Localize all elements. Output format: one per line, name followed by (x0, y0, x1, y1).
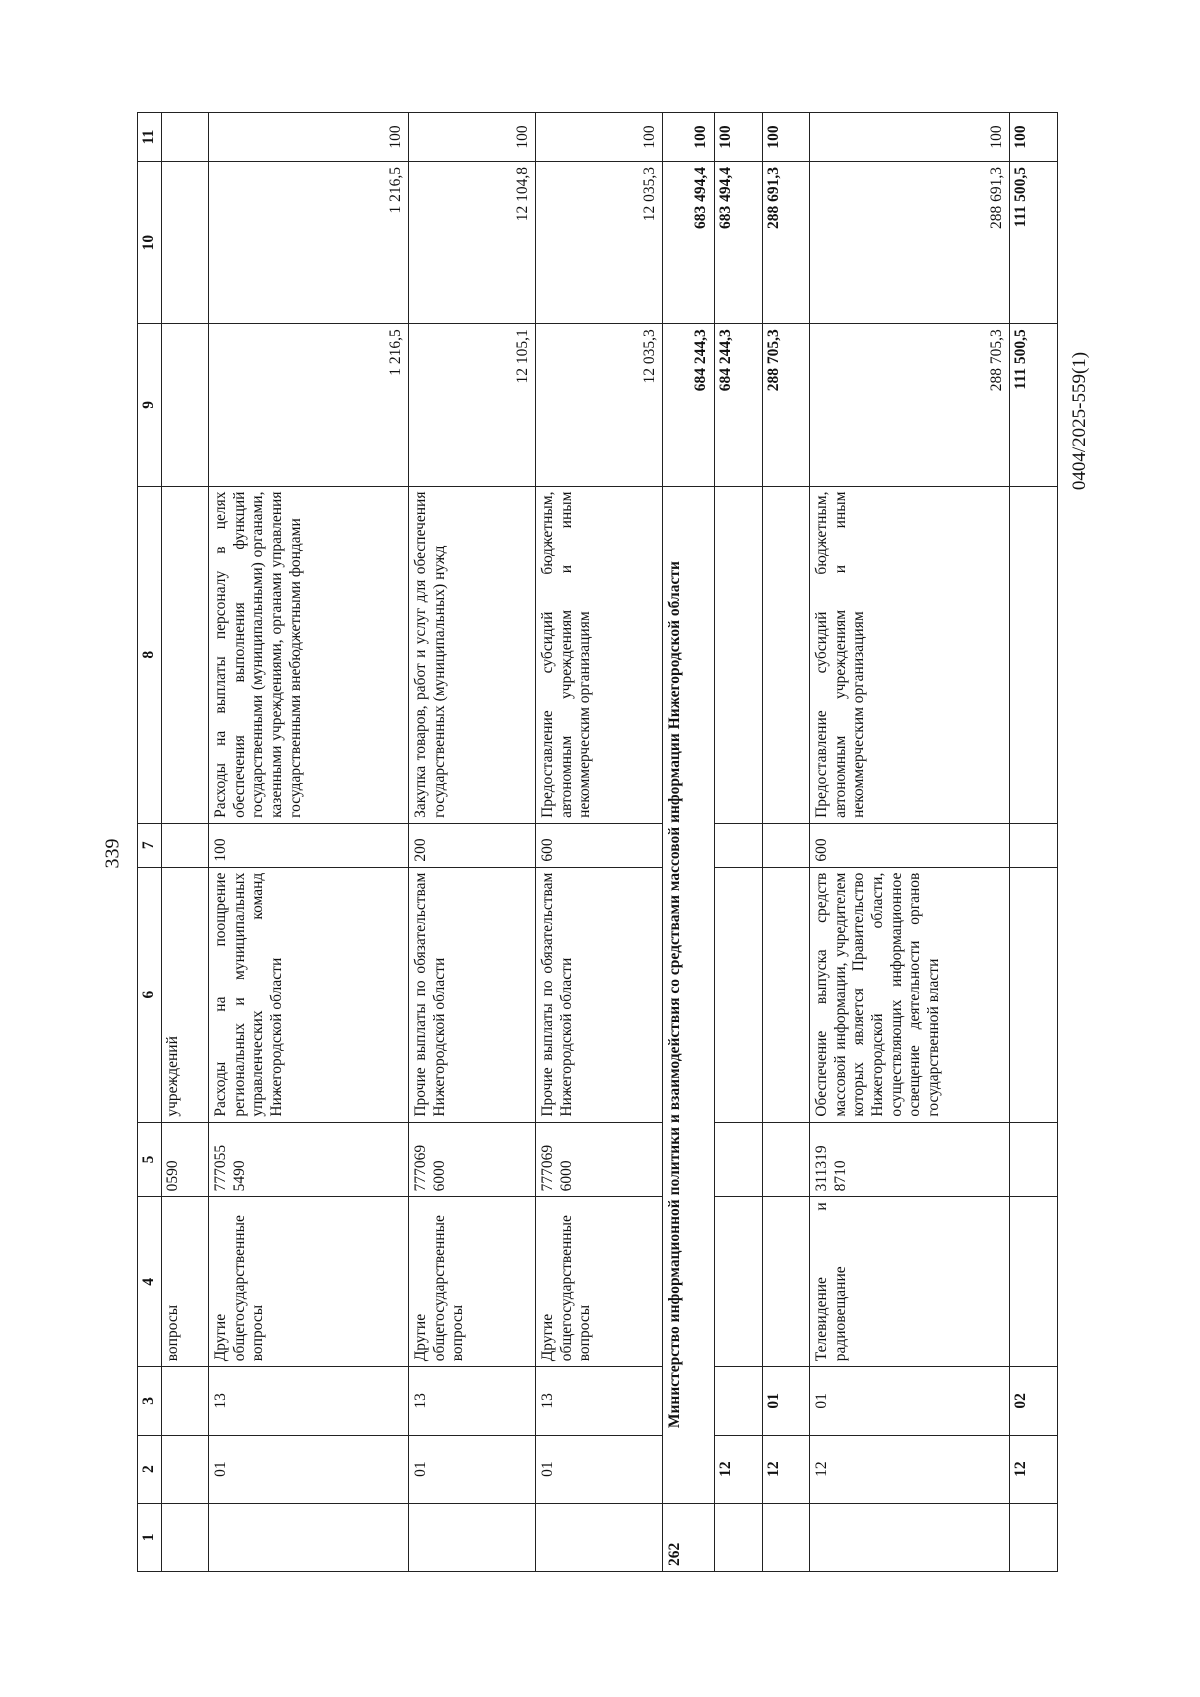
cell-section: 12 (762, 1435, 810, 1503)
cell-percent: 100 (1010, 113, 1058, 162)
cell-section-name: Телевидение и радиовещание (810, 1197, 1010, 1367)
empty-cell (1010, 867, 1058, 1122)
cell-plan: 111 500,5 (1010, 324, 1058, 486)
table-row (209, 113, 409, 1572)
table-row (161, 113, 209, 1572)
cell-target-name: Обеспечение выпуска средств массовой информации, учредителем которых является Правительство Нижегородской области, осуществляющих информационное освещение деятельности органов государственной власти (810, 867, 1010, 1122)
empty-cell (762, 823, 810, 867)
budget-table (137, 112, 1058, 1572)
cell-section: 01 (209, 1435, 409, 1503)
cell-plan: 1 216,5 (209, 324, 409, 486)
table-row (409, 113, 536, 1572)
cell-section-name: Другие общегосударственные вопросы (536, 1197, 663, 1367)
cell-percent: 100 (209, 113, 409, 162)
cell-expense-type: 100 (209, 823, 409, 867)
cell-expense-name: Предоставление субсидий бюджетным, автономным учреждениям и иным некоммерческим организациям (536, 486, 663, 823)
cell-target-code: 777069 6000 (536, 1122, 663, 1197)
page-number: 339 (101, 838, 124, 869)
column-header: 11 (138, 113, 162, 162)
cell-fact (161, 162, 209, 324)
cell-percent (161, 113, 209, 162)
empty-cell (714, 1197, 762, 1367)
header-row (138, 113, 162, 1572)
column-header: 3 (138, 1367, 162, 1435)
cell-plan: 288 705,3 (762, 324, 810, 486)
table-row (536, 113, 663, 1572)
cell-expense-type (161, 823, 209, 867)
cell-subsection (161, 1367, 209, 1435)
ministry-row (663, 113, 715, 1572)
cell-plan: 12 035,3 (536, 324, 663, 486)
cell-expense-name: Закупка товаров, работ и услуг для обеспечения государственных (муниципальных) нужд (409, 486, 536, 823)
rotated-table-wrapper (137, 112, 1058, 1572)
empty-cell (810, 1503, 1010, 1571)
cell-subsection: 13 (209, 1367, 409, 1435)
summary-row (762, 113, 810, 1572)
cell-target-name: Прочие выплаты по обязательствам Нижегородской области (409, 867, 536, 1122)
cell-percent: 100 (714, 113, 762, 162)
cell-subsection: 02 (1010, 1367, 1058, 1435)
cell-section: 01 (536, 1435, 663, 1503)
ministry-title: Министерство информационной политики и взаимодействия со средствами массовой информации Нижегородской области (663, 486, 715, 1503)
empty-cell (762, 1503, 810, 1571)
cell-section: 12 (810, 1435, 1010, 1503)
cell-expense-type: 600 (810, 823, 1010, 867)
cell-plan: 684 244,3 (663, 324, 715, 486)
empty-cell (762, 867, 810, 1122)
column-header: 1 (138, 1503, 162, 1571)
cell-target-name: Прочие выплаты по обязательствам Нижегородской области (536, 867, 663, 1122)
empty-cell (1010, 1122, 1058, 1197)
cell-plan: 12 105,1 (409, 324, 536, 486)
cell-expense-name: Предоставление субсидий бюджетным, автономным учреждениям и иным некоммерческим организациям (810, 486, 1010, 823)
cell-target-code: 777055 5490 (209, 1122, 409, 1197)
cell-section: 12 (1010, 1435, 1058, 1503)
empty-cell (762, 1197, 810, 1367)
empty-cell (1010, 486, 1058, 823)
cell-section: 01 (409, 1435, 536, 1503)
cell-target-code: 0590 (161, 1122, 209, 1197)
cell-subsection (714, 1367, 762, 1435)
column-header: 6 (138, 867, 162, 1122)
cell-expense-type: 200 (409, 823, 536, 867)
cell-target-code: 777069 6000 (409, 1122, 536, 1197)
cell-fact: 111 500,5 (1010, 162, 1058, 324)
empty-cell (714, 1122, 762, 1197)
cell-section-name: Другие общегосударственные вопросы (209, 1197, 409, 1367)
summary-row (1010, 113, 1058, 1572)
empty-cell (714, 486, 762, 823)
empty-cell (1010, 1197, 1058, 1367)
cell-section: 12 (714, 1435, 762, 1503)
cell-expense-type: 600 (536, 823, 663, 867)
cell-subsection: 13 (409, 1367, 536, 1435)
cell-percent: 100 (536, 113, 663, 162)
cell-plan (161, 324, 209, 486)
empty-cell (714, 1503, 762, 1571)
ministry-code: 262 (663, 1503, 715, 1571)
cell-subsection: 01 (810, 1367, 1010, 1435)
cell-code (409, 1503, 536, 1571)
cell-target-name: Расходы на поощрение региональных и муниципальных управленческих команд Нижегородской области (209, 867, 409, 1122)
summary-row (714, 113, 762, 1572)
empty-cell (762, 1122, 810, 1197)
cell-target-code: 311319 8710 (810, 1122, 1010, 1197)
cell-percent: 100 (663, 113, 715, 162)
empty-cell (762, 486, 810, 823)
cell-plan: 684 244,3 (714, 324, 762, 486)
empty-cell (714, 823, 762, 867)
cell-percent: 100 (810, 113, 1010, 162)
cell-percent: 100 (409, 113, 536, 162)
column-header: 7 (138, 823, 162, 867)
column-header: 9 (138, 324, 162, 486)
cell-section (161, 1435, 209, 1503)
column-header: 5 (138, 1122, 162, 1197)
cell-code (161, 1503, 209, 1571)
cell-subsection: 01 (762, 1367, 810, 1435)
column-header: 4 (138, 1197, 162, 1367)
cell-fact: 683 494,4 (663, 162, 715, 324)
empty-cell (714, 867, 762, 1122)
column-header: 10 (138, 162, 162, 324)
empty-cell (1010, 823, 1058, 867)
cell-expense-name (161, 486, 209, 823)
table-row (810, 113, 1010, 1572)
cell-fact: 1 216,5 (209, 162, 409, 324)
cell-code (209, 1503, 409, 1571)
cell-fact: 12 104,8 (409, 162, 536, 324)
cell-plan: 288 705,3 (810, 324, 1010, 486)
cell-subsection: 13 (536, 1367, 663, 1435)
cell-target-name: учреждений (161, 867, 209, 1122)
cell-section-name: вопросы (161, 1197, 209, 1367)
column-header: 2 (138, 1435, 162, 1503)
cell-section-name: Другие общегосударственные вопросы (409, 1197, 536, 1367)
column-header: 8 (138, 486, 162, 823)
cell-percent: 100 (762, 113, 810, 162)
cell-fact: 288 691,3 (810, 162, 1010, 324)
cell-fact: 12 035,3 (536, 162, 663, 324)
document-code: 0404/2025-559(1) (1069, 351, 1090, 491)
cell-fact: 683 494,4 (714, 162, 762, 324)
cell-expense-name: Расходы на выплаты персоналу в целях обеспечения выполнения функций государственными (муниципальными) органами, казенными учреждениями, органами управления государственными внебюджетными фондами (209, 486, 409, 823)
cell-code (536, 1503, 663, 1571)
cell-fact: 288 691,3 (762, 162, 810, 324)
empty-cell (1010, 1503, 1058, 1571)
